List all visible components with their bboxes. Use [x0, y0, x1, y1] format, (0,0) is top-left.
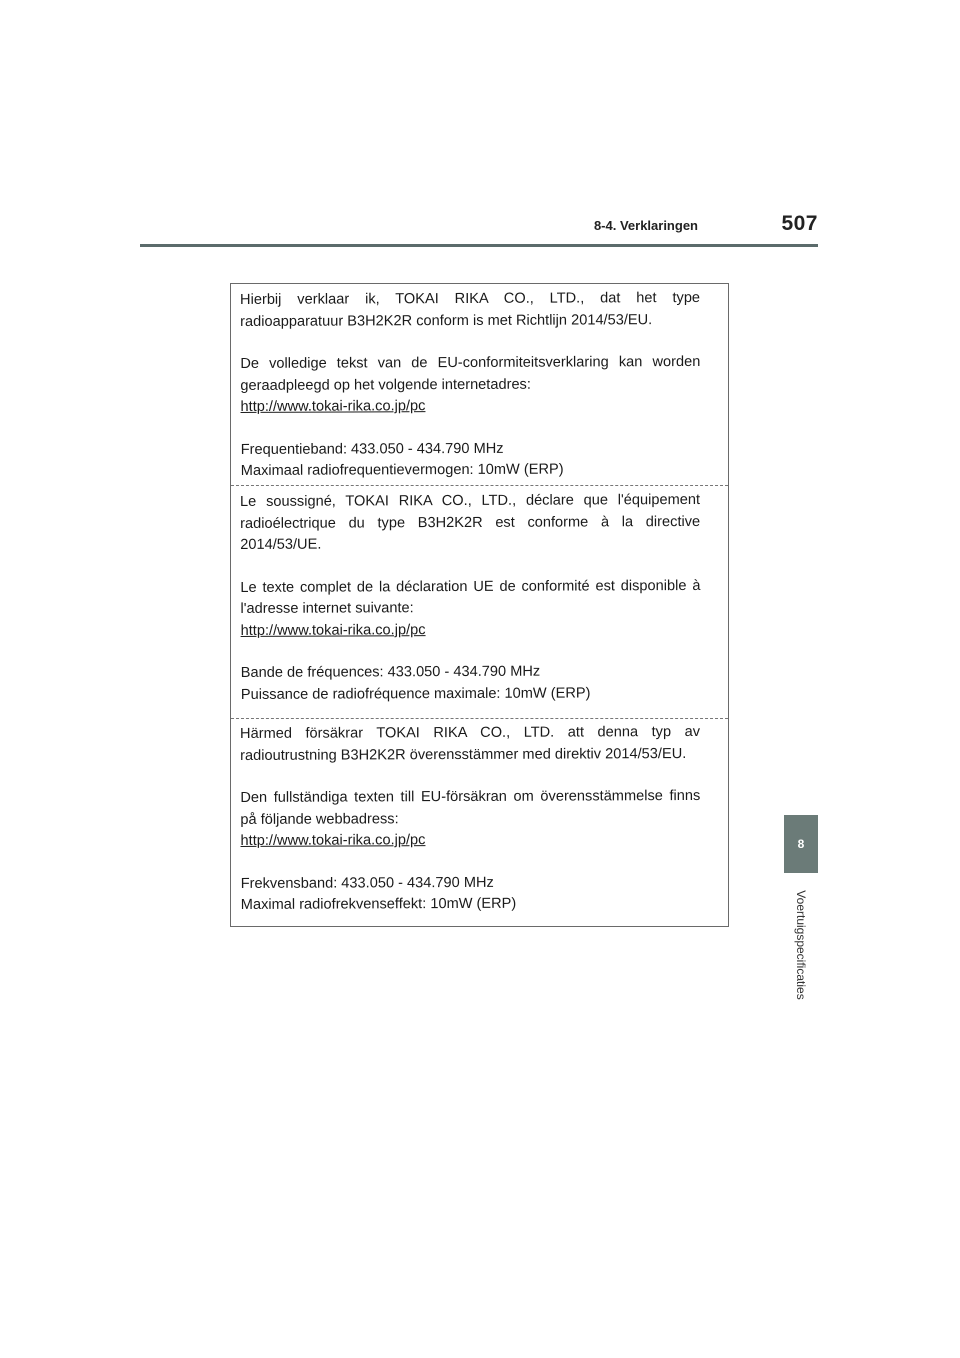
dutch-declaration-line-1: Hierbij verklaar ik, TOKAI RIKA CO., LTD., dat het type: [240, 289, 701, 308]
page-header: [140, 214, 818, 248]
swedish-max-power: Maximal radiofrekvenseffekt: 10mW (ERP): [240, 895, 517, 913]
french-frequency-band: Bande de fréquences: 433.050 - 434.790 MHz: [240, 663, 541, 681]
french-declaration-line-1: Le soussigné, TOKAI RIKA CO., LTD., déclare que l'équipement: [240, 491, 701, 510]
dutch-declaration-line-2: radioapparatuur B3H2K2R conform is met Richtlijn 2014/53/EU.: [240, 311, 653, 330]
header-rule: [140, 244, 818, 247]
dutch-text-line-2: geraadpleegd op het volgende internetadres:: [240, 376, 531, 394]
swedish-frequency-band: Frekvensband: 433.050 - 434.790 MHz: [240, 874, 494, 892]
declaration-box: [230, 283, 729, 927]
panel-french: [231, 490, 729, 706]
swedish-declaration-line-2: radioutrustning B3H2K2R överensstämmer med direktiv 2014/53/EU.: [240, 745, 687, 764]
swedish-text-line-2: på följande webbadress:: [240, 810, 399, 828]
swedish-declaration-line-1: Härmed försäkrar TOKAI RIKA CO., LTD. att denna typ av: [240, 723, 701, 742]
french-url-link[interactable]: http://www.tokai-rika.co.jp/pc: [240, 621, 426, 639]
divider: [231, 485, 728, 486]
dutch-max-power: Maximaal radiofrequentievermogen: 10mW (ERP): [240, 461, 564, 479]
page-number: 507: [781, 212, 818, 235]
panel-dutch: [231, 288, 729, 483]
chapter-tab: [784, 815, 818, 873]
french-text-line-1: Le texte complet de la déclaration UE de conformité est disponible à: [240, 577, 701, 596]
french-text-line-2: l'adresse internet suivante:: [240, 600, 414, 617]
panel-swedish: [231, 722, 729, 917]
chapter-label: Voertuigspecificaties: [794, 890, 808, 1000]
swedish-url-link[interactable]: http://www.tokai-rika.co.jp/pc: [240, 832, 426, 849]
dutch-text-line-1: De volledige tekst van de EU-conformiteitsverklaring kan worden: [240, 353, 701, 372]
french-declaration-line-2: radioélectrique du type B3H2K2R est conforme à la directive: [240, 513, 701, 532]
dutch-url-link[interactable]: http://www.tokai-rika.co.jp/pc: [240, 398, 426, 415]
french-declaration-line-3: 2014/53/UE.: [240, 536, 322, 553]
chapter-number: 8: [797, 837, 805, 851]
swedish-text-line-1: Den fullständiga texten till EU-försäkran om överensstämmelse finns: [240, 787, 701, 806]
section-title: 8-4. Verklaringen: [593, 218, 698, 233]
dutch-frequency-band: Frequentieband: 433.050 - 434.790 MHz: [240, 440, 504, 458]
divider: [231, 718, 728, 719]
french-max-power: Puissance de radiofréquence maximale: 10mW (ERP): [240, 684, 591, 703]
